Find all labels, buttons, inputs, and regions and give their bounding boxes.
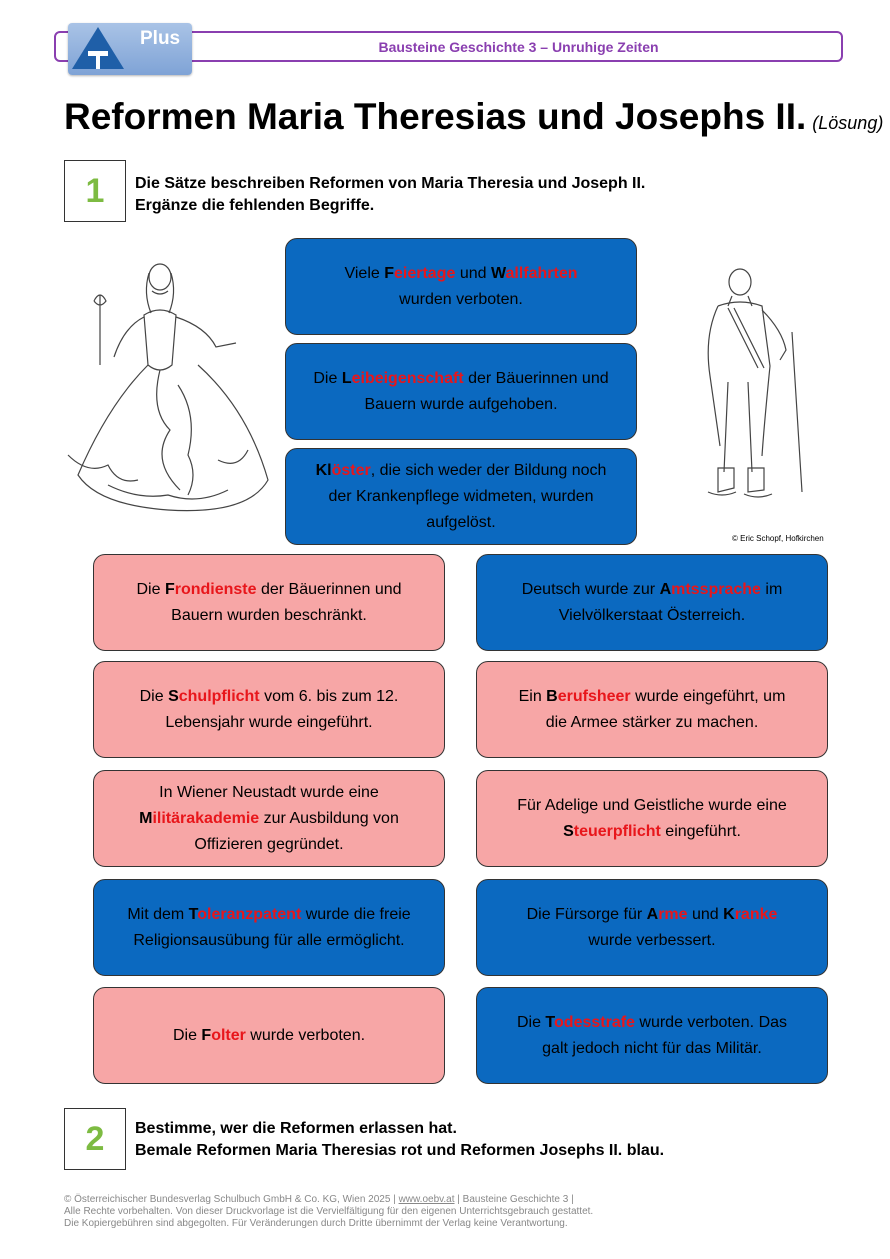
answer-first-letter: A: [646, 905, 659, 923]
task-1-instructions: [135, 173, 645, 217]
answer-first-letter: F: [384, 264, 394, 282]
plus-logo: [68, 23, 192, 75]
reform-card-feiertage: [285, 238, 637, 335]
answer-first-letter: T: [545, 1013, 555, 1031]
reform-card-schulpflicht: [93, 661, 445, 758]
card-text: Viele: [344, 264, 385, 282]
reform-card-steuerpflicht: [476, 770, 828, 867]
answer-first-letter: S: [168, 687, 179, 705]
answer-rest: ilitärakademie: [152, 809, 260, 827]
page-title-main: Reformen Maria Theresias und Josephs II.: [64, 96, 807, 137]
series-title: Bausteine Geschichte 3 – Unruhige Zeiten: [378, 39, 659, 55]
answer-first-letter: F: [164, 580, 175, 598]
card-text: eingeführt.: [660, 822, 741, 840]
answer-first-letter: Kl: [315, 461, 332, 479]
card-text: der Bäuerinnen und: [463, 369, 609, 387]
reform-card-folter: [93, 987, 445, 1084]
answer-rest: öster: [331, 461, 371, 479]
task-2-line-2: Bemale Reformen Maria Theresias rot und Reformen Josephs II. blau.: [135, 1142, 665, 1159]
reform-card-toleranzpatent: [93, 879, 445, 976]
task-2-line-1: Bestimme, wer die Reformen erlassen hat.: [135, 1120, 457, 1137]
reform-card-frondienste: [93, 554, 445, 651]
card-text: der Krankenpflege widmeten, wurden: [328, 487, 594, 505]
reform-card-kloester: [285, 448, 637, 545]
publisher-link[interactable]: www.oebv.at: [398, 1194, 455, 1205]
card-text: Die: [516, 1013, 546, 1031]
answer-first-letter: S: [563, 822, 574, 840]
card-text: Mit dem: [127, 905, 189, 923]
footer-line-3: Die Kopiergebühren sind abgegolten. Für Veränderungen durch Dritte übernimmt der Verlag keine Verantwortung.: [64, 1218, 568, 1229]
task-2-instructions: [135, 1118, 664, 1162]
card-text: Offizieren gegründet.: [194, 835, 344, 853]
reform-card-fuersorge: [476, 879, 828, 976]
card-text: Für Adelige und Geistliche wurde eine: [517, 796, 787, 814]
page-title-note: (Lösung): [812, 113, 884, 133]
card-text: , die sich weder der Bildung noch: [370, 461, 607, 479]
card-text: Ein: [518, 687, 547, 705]
answer-rest: odesstrafe: [554, 1013, 635, 1031]
card-text: Die Fürsorge für: [526, 905, 647, 923]
card-text: Religionsausübung für alle ermöglicht.: [133, 931, 405, 949]
card-text: Die: [313, 369, 342, 387]
answer-rest: mtssprache: [671, 580, 761, 598]
reform-card-leibeigenschaft: [285, 343, 637, 440]
answer-first-letter: B: [546, 687, 558, 705]
reform-card-todesstrafe: [476, 987, 828, 1084]
answer-first-letter: M: [139, 809, 153, 827]
card-text: Deutsch wurde zur: [521, 580, 660, 598]
card-text: der Bäuerinnen und: [256, 580, 402, 598]
footer-text: | Bausteine Geschichte 3 |: [454, 1194, 574, 1205]
answer-rest: eibeigenschaft: [351, 369, 464, 387]
answer-rest: rondienste: [174, 580, 257, 598]
answer-first-letter: K: [723, 905, 735, 923]
page-title: [64, 96, 883, 138]
card-text: wurden verboten.: [399, 290, 523, 308]
card-text: Bauern wurden beschränkt.: [171, 606, 367, 624]
task-number-1: 1: [64, 160, 126, 222]
card-text: im: [760, 580, 783, 598]
card-text: Vielvölkerstaat Österreich.: [558, 606, 746, 624]
card-text: In Wiener Neustadt wurde eine: [159, 783, 379, 801]
footer-text: © Österreichischer Bundesverlag Schulbuch GmbH & Co. KG, Wien 2025 |: [64, 1194, 399, 1205]
card-text: aufgelöst.: [426, 513, 496, 531]
card-text: und: [687, 905, 724, 923]
answer-first-letter: T: [188, 905, 198, 923]
answer-first-letter: A: [659, 580, 672, 598]
answer-rest: chulpflicht: [178, 687, 260, 705]
reform-card-berufsheer: [476, 661, 828, 758]
footer-line-2: Alle Rechte vorbehalten. Von dieser Druckvorlage ist die Vervielfältigung für den eigenen Unterrichtsgebrauch gestattet.: [64, 1206, 594, 1217]
task-number-2: 2: [64, 1108, 126, 1170]
card-text: und: [455, 264, 491, 282]
illustration-credit: © Eric Schopf, Hofkirchen: [732, 534, 824, 543]
card-text: wurde eingeführt, um: [630, 687, 786, 705]
answer-first-letter: F: [201, 1026, 212, 1044]
reform-card-militaerakademie: [93, 770, 445, 867]
task-1-line-1: Die Sätze beschreiben Reformen von Maria Theresia und Joseph II.: [135, 175, 646, 192]
answer-rest: eiertage: [394, 264, 456, 282]
card-text: vom 6. bis zum 12.: [259, 687, 399, 705]
maria-theresia-illustration: [48, 255, 278, 530]
reform-card-amtssprache: [476, 554, 828, 651]
answer-rest: teuerpflicht: [573, 822, 661, 840]
card-text: wurde die freie: [301, 905, 411, 923]
footer: [64, 1194, 593, 1230]
card-text: galt jedoch nicht für das Militär.: [542, 1039, 762, 1057]
card-text: Die: [136, 580, 165, 598]
answer-rest: ranke: [734, 905, 778, 923]
card-text: wurde verboten. Das: [634, 1013, 788, 1031]
card-text: Bauern wurde aufgehoben.: [364, 395, 558, 413]
answer-rest: erufsheer: [557, 687, 631, 705]
card-text: die Armee stärker zu machen.: [545, 713, 759, 731]
card-text: zur Ausbildung von: [259, 809, 399, 827]
card-text: Lebensjahr wurde eingeführt.: [165, 713, 373, 731]
answer-rest: allfahrten: [505, 264, 578, 282]
answer-first-letter: L: [341, 369, 352, 387]
answer-rest: olter: [211, 1026, 246, 1044]
answer-first-letter: W: [490, 264, 506, 282]
card-text: Die: [172, 1026, 202, 1044]
footer-line-1: [64, 1194, 593, 1206]
task-1-line-2: Ergänze die fehlenden Begriffe.: [135, 197, 375, 214]
card-text: Die: [139, 687, 169, 705]
card-text: wurde verbessert.: [588, 931, 716, 949]
joseph-ii-illustration: [688, 262, 813, 512]
answer-rest: oleranzpatent: [197, 905, 302, 923]
answer-rest: rme: [658, 905, 688, 923]
card-text: wurde verboten.: [245, 1026, 366, 1044]
logo-text: Plus: [140, 28, 181, 49]
